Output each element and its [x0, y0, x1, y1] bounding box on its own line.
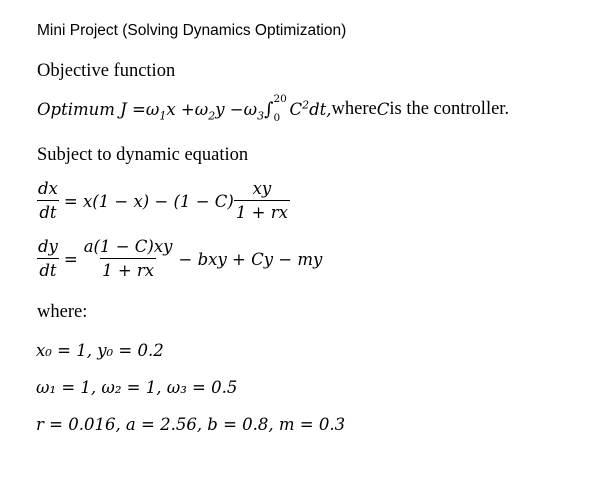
omega-2: $\omega_2$	[194, 100, 216, 123]
dynamic-equation-dx	[36, 180, 290, 222]
axy-denominator: 1 + rx	[100, 258, 156, 280]
weights: ω₁ = 1, ω₂ = 1, ω₃ = 0.5	[36, 378, 238, 397]
xy-fraction	[234, 180, 290, 222]
document-title: Mini Project (Solving Dynamics Optimization)	[37, 22, 347, 39]
objective-equation	[37, 92, 510, 124]
objective-lhs: Optimum J =	[37, 100, 146, 119]
dy-equals: =	[63, 249, 78, 269]
objective-term-x: x +	[166, 100, 195, 119]
axy-numerator: a(1 − C)xy	[83, 237, 173, 256]
objective-controller-text: is the controller.	[389, 99, 510, 119]
integral-sign: ∫	[264, 99, 274, 120]
dt-denominator: dt	[37, 200, 58, 222]
objective-term-y: y −	[215, 100, 244, 119]
xy-numerator: xy	[252, 179, 272, 198]
xy-denominator: 1 + rx	[234, 200, 290, 222]
where-label: where:	[37, 302, 88, 322]
initial-conditions: x₀ = 1, y₀ = 0.2	[36, 341, 164, 360]
controller-variable: C	[376, 100, 390, 119]
omega-1: $\omega_1$	[145, 100, 167, 123]
dy-equation-tail: − bxy + Cy − my	[178, 249, 323, 269]
dx-equation-middle: = x(1 − x) − (1 − C)	[63, 191, 234, 211]
dx-dt-fraction	[36, 180, 60, 222]
subject-heading: Subject to dynamic equation	[37, 145, 249, 165]
integrand: $C^2$	[289, 98, 310, 119]
model-parameters: r = 0.016, a = 2.56, b = 0.8, m = 0.3	[36, 415, 346, 434]
integral-dt: dt,	[309, 100, 332, 119]
axy-fraction	[82, 238, 175, 280]
dt-denominator-2: dt	[37, 258, 58, 280]
objective-where-text: where	[331, 99, 377, 119]
dy-dt-fraction	[36, 238, 60, 280]
integral-limits	[273, 92, 289, 124]
integral-upper-limit: 20	[273, 92, 287, 105]
omega-3: $\omega_3$	[243, 100, 265, 123]
dynamic-equation-dy	[36, 238, 322, 280]
dy-numerator: dy	[38, 237, 58, 256]
dx-numerator: dx	[38, 179, 58, 198]
objective-heading: Objective function	[37, 61, 176, 81]
integral-lower-limit: 0	[273, 111, 281, 124]
